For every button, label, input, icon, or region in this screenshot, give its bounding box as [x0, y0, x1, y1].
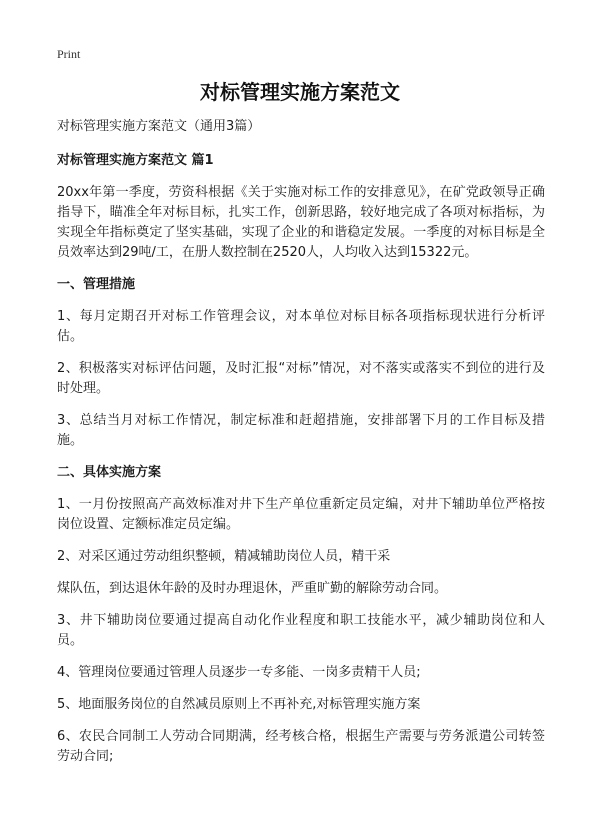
- list-item: 3、总结当月对标工作情况，制定标准和赶超措施，安排部署下月的工作目标及措施。: [57, 413, 545, 448]
- page-title: 对标管理实施方案范文: [200, 80, 400, 104]
- list-item: 1、一月份按照高产高效标准对井下生产单位重新定员定编，对井下辅助单位严格按岗位设置、定额标准定员定编。: [57, 497, 545, 532]
- print-label: Print: [57, 47, 81, 61]
- list-item: 5、地面服务岗位的自然减员原则上不再补充,对标管理实施方案: [57, 697, 421, 712]
- list-item: 2、积极落实对标评估问题，及时汇报“对标”情况，对不落实或落实不到位的进行及时处理。: [57, 361, 545, 396]
- section-heading-management: 一、管理措施: [57, 277, 136, 292]
- document-subtitle: 对标管理实施方案范文（通用3篇）: [57, 119, 261, 134]
- article-heading: 对标管理实施方案范文 篇1: [57, 153, 214, 168]
- list-item: 煤队伍，到达退休年龄的及时办理退休，严重旷勤的解除劳动合同。: [57, 581, 448, 596]
- list-item: 6、农民合同制工人劳动合同期满，经考核合格，根据生产需要与劳务派遣公司转签劳动合同;: [57, 729, 545, 764]
- intro-paragraph: 20xx年第一季度，劳资科根据《关于实施对标工作的安排意见》，在矿党政领导正确指导下，瞄准全年对标目标，扎实工作，创新思路，较好地完成了各项对标指标，为实现全年指标奠定了坚实基础，实现了企业的和谐稳定发展。一季度的对标目标是全员效率达到29吨/工，在册人数控制在2520人，人均收入达到15322元。: [57, 185, 545, 260]
- section-heading-implementation: 二、具体实施方案: [57, 465, 162, 480]
- list-item: 3、井下辅助岗位要通过提高自动化作业程度和职工技能水平，减少辅助岗位和人员。: [57, 613, 545, 648]
- list-item: 4、管理岗位要通过管理人员逐步一专多能、一岗多责精干人员;: [57, 665, 421, 680]
- document-body: [57, 117, 545, 779]
- list-item: 2、对采区通过劳动组织整顿，精减辅助岗位人员，精干采: [57, 549, 391, 564]
- list-item: 1、每月定期召开对标工作管理会议，对本单位对标目标各项指标现状进行分析评估。: [57, 309, 545, 344]
